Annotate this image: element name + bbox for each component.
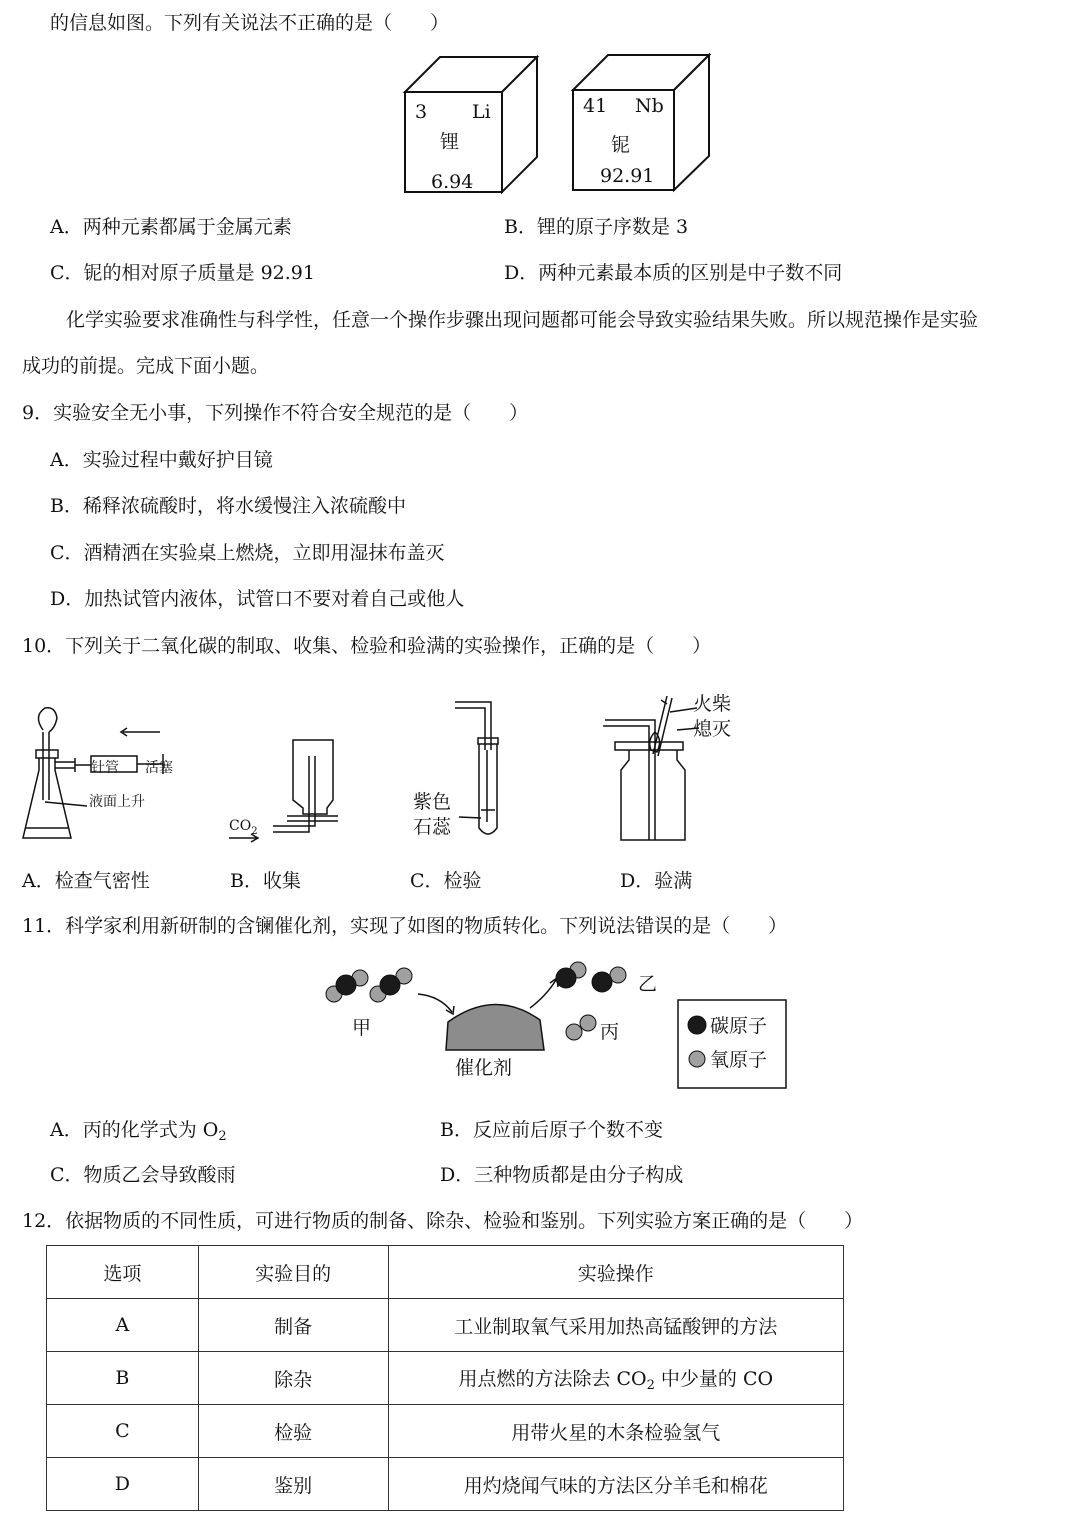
q10-apparatus-figures [15,690,745,850]
q10-option-d: D．验满 [620,870,693,892]
li-symbol: Li [472,101,491,123]
label-litmus-2: 石蕊 [413,816,452,838]
intro-line-1: 化学实验要求准确性与科学性，任意一个操作步骤出现问题都可能会导致实验结果失败。所以规范操作是实验 [66,309,979,331]
legend-carbon-label: 碳原子 [710,1015,768,1037]
apparatus-d-gas-bottle-match [603,696,699,840]
label-catalyst: 催化剂 [455,1057,513,1079]
cell-operation: 用点燃的方法除去 $CO_2$ 中少量的 CO [388,1352,843,1405]
cell-option: B [47,1352,199,1405]
intro-line-2: 成功的前提。完成下面小题。 [22,355,270,377]
q11-option-a: A．丙的化学式为 $O_2$ [50,1119,227,1144]
molecule-bing [566,1015,596,1040]
legend-oxygen-label: 氧原子 [710,1049,768,1071]
legend-carbon-swatch [688,1016,706,1034]
cell-purpose: 检验 [198,1405,388,1458]
cell-operation: 用带火星的木条检验氢气 [388,1405,843,1458]
label-litmus-1: 紫色 [413,791,452,813]
molecule-yi-2 [592,967,626,992]
label-yi: 乙 [638,973,658,995]
q10-stem: 10．下列关于二氧化碳的制取、收集、检验和验满的实验操作，正确的是（ ） [22,635,712,657]
label-liquid-rise: 液面上升 [89,794,145,810]
molecule-jia-1 [326,970,368,1002]
q8-option-d: D．两种元素最本质的区别是中子数不同 [504,262,843,284]
q9-option-a: A．实验过程中戴好护目镜 [50,449,273,471]
li-number: 3 [415,101,428,123]
table-row [47,1352,844,1405]
element-card-nb [573,55,709,190]
legend-oxygen-swatch [689,1051,705,1067]
label-plunger: 活塞 [145,760,173,776]
q10-option-c: C．检验 [410,870,482,892]
q9-option-d: D．加热试管内液体，试管口不要对着自己或他人 [50,588,465,610]
label-co2: $CO_2$ [229,818,258,837]
q8-option-a: A．两种元素都属于金属元素 [50,216,292,238]
header-option: 选项 [47,1246,199,1299]
q9-option-b: B．稀释浓硫酸时，将水缓慢注入浓硫酸中 [50,495,406,517]
table-row [47,1405,844,1458]
table-row [47,1299,844,1352]
q8-option-b: B．锂的原子序数是 3 [504,216,689,238]
cell-operation: 用灼烧闻气味的方法区分羊毛和棉花 [388,1458,843,1511]
element-card-li [405,57,537,193]
table-header-row [47,1246,844,1299]
q11-option-c: C．物质乙会导致酸雨 [50,1164,236,1186]
li-name: 锂 [440,131,460,153]
q9-option-c: C．酒精洒在实验桌上燃烧，立即用湿抹布盖灭 [50,542,445,564]
cell-purpose: 除杂 [198,1352,388,1405]
cell-purpose: 鉴别 [198,1458,388,1511]
cell-option: D [47,1458,199,1511]
header-purpose: 实验目的 [198,1246,388,1299]
li-mass: 6.94 [431,171,474,193]
cell-operation: 工业制取氧气采用加热高锰酸钾的方法 [388,1299,843,1352]
nb-name: 铌 [611,134,631,156]
q10-option-b: B．收集 [230,870,301,892]
q11-option-b: B．反应前后原子个数不变 [440,1119,663,1141]
q11-reaction-diagram [300,950,800,1095]
legend-box [678,1000,786,1088]
q11-stem: 11．科学家利用新研制的含镧催化剂，实现了如图的物质转化。下列说法错误的是（ ） [22,915,788,937]
label-match-2: 熄灭 [693,718,732,740]
q8-stem-tail: 的信息如图。下列有关说法不正确的是（ ） [50,12,450,34]
label-bing: 丙 [600,1021,620,1043]
q11-option-d: D．三种物质都是由分子构成 [440,1164,684,1186]
catalyst-shape [446,1004,544,1050]
label-match-1: 火柴 [693,693,732,715]
nb-number: 41 [583,95,608,117]
q10-option-a: A．检查气密性 [22,870,150,892]
q9-stem: 9．实验安全无小事，下列操作不符合安全规范的是（ ） [22,402,529,424]
molecule-jia-2 [370,968,412,1002]
nb-mass: 92.91 [600,165,655,187]
cell-option: A [47,1299,199,1352]
label-jia: 甲 [352,1017,372,1039]
label-needle: 针管 [91,760,119,776]
header-operation: 实验操作 [388,1246,843,1299]
q8-option-c: C．铌的相对原子质量是 92.91 [50,262,315,284]
cell-purpose: 制备 [198,1299,388,1352]
apparatus-c-test-tube [455,702,498,834]
table-row [47,1458,844,1511]
cell-option: C [47,1405,199,1458]
q12-table [46,1245,844,1511]
element-cards [395,50,715,200]
q12-stem: 12．依据物质的不同性质，可进行物质的制备、除杂、检验和鉴别。下列实验方案正确的是（ ） [22,1210,864,1232]
nb-symbol: Nb [635,95,664,117]
molecule-yi-1 [556,962,586,988]
